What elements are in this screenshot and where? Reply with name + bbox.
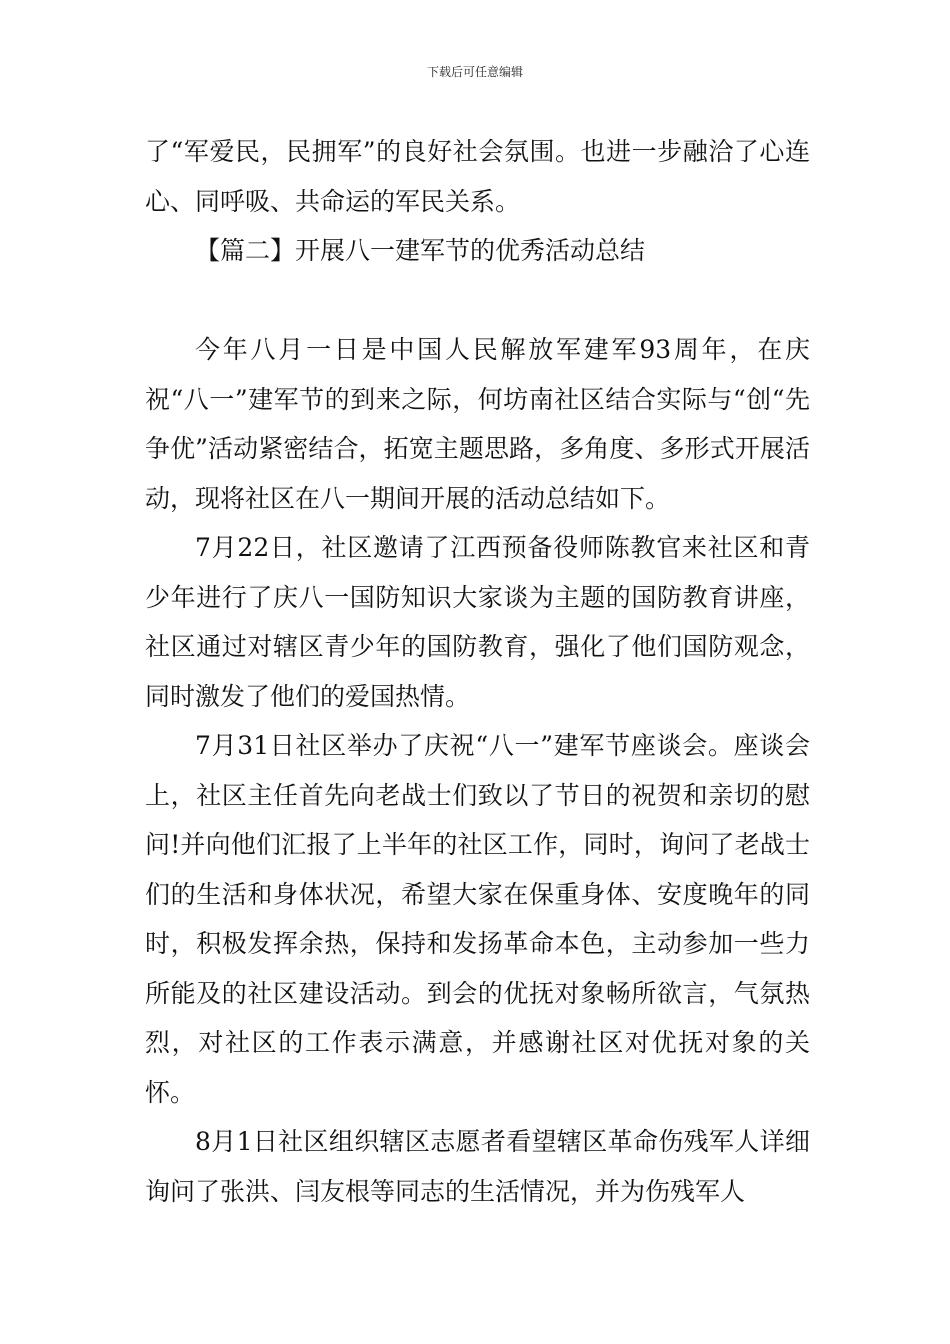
blank-line	[145, 276, 810, 326]
paragraph-july-22: 7月22日，社区邀请了江西预备役师陈教官来社区和青少年进行了庆八一国防知识大家谈为主题的国防教育讲座，社区通过对辖区青少年的国防教育，强化了他们国防观念，同时激发了他们的爱国热情。	[145, 533, 810, 711]
paragraph-continuation: 了“军爱民，民拥军”的良好社会氛围。也进一步融洽了心连心、同呼吸、共命运的军民关系。	[145, 137, 810, 216]
document-body	[145, 127, 810, 1216]
paragraph-intro: 今年八月一日是中国人民解放军建军93周年，在庆祝“八一”建军节的到来之际，何坊南社区结合实际与“创“先争优”活动紧密结合，拓宽主题思路，多角度、多形式开展活动，现将社区在八一期间开展的活动总结如下。	[145, 335, 810, 513]
section-heading: 【篇二】开展八一建军节的优秀活动总结	[195, 236, 646, 265]
paragraph-august-1: 8月1日社区组织辖区志愿者看望辖区革命伤残军人详细询问了张洪、闫友根等同志的生活情况，并为伤残军人	[145, 1127, 810, 1206]
page-header: 下载后可任意编辑	[426, 65, 523, 79]
paragraph-july-31: 7月31日社区举办了庆祝“八一”建军节座谈会。座谈会上，社区主任首先向老战士们致以了节日的祝贺和亲切的慰问!并向他们汇报了上半年的社区工作，同时，询问了老战士们的生活和身体状况，希望大家在保重身体、安度晚年的同时，积极发挥余热，保持和发扬革命本色，主动参加一些力所能及的社区建设活动。到会的优抚对象畅所欲言，气氛热烈，对社区的工作表示满意，并感谢社区对优抚对象的关怀。	[145, 731, 810, 1107]
